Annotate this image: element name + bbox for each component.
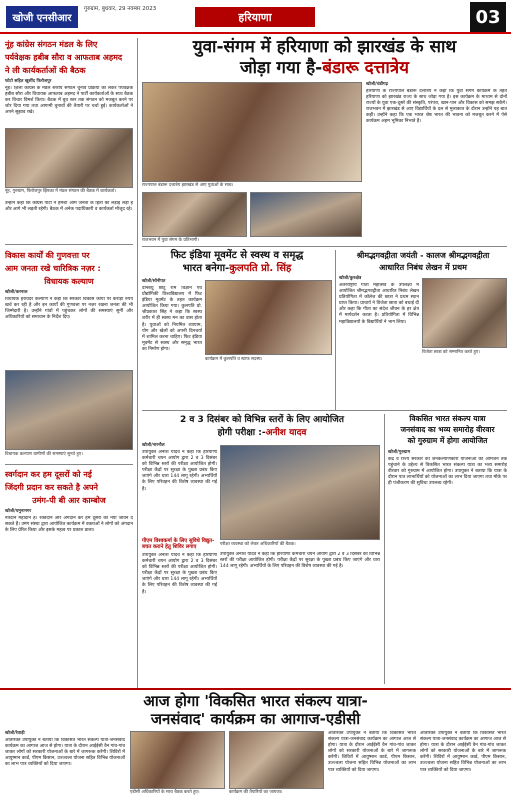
fit-article-body: दीनबंधु छोटू राम विज्ञान एवं प्रौद्योगिकी विश्वविद्यालय में फिट इंडिया मूवमेंट के तहत कार्यक्रम आयोजित किया गया। कुलपति प्रो. श्रीप्रकाश सिंह ने कहा कि स्वस्थ शरीर में ही स्वस्थ मन का वास होता है। युवाओं को नियमित व्यायाम, योग और खेलों को अपनी दिनचर्या में शामिल करना चाहिए। फिट इंडिया मूवमेंट से स्वस्थ और समृद्ध भारत का निर्माण होगा। <box>142 286 202 352</box>
byline-viksit: खोजी/गुरुग्राम <box>388 450 411 455</box>
article-umang-body: नेत्रदान महादान है। रक्तदान और अंगदान कर हम दूसरों को नया जीवन दे सकते हैं। उमंग संस्था द्वारा आयोजित कार्यक्रम में वक्ताओं ने लोगों को अंगदान के लिए प्रेरित किया और इसके महत्व पर प्रकाश डाला। <box>5 516 133 534</box>
kalyan-photo <box>5 370 133 450</box>
lead-article-body: हरियाणा के राज्यपाल बंडारू दत्तात्रेय ने कहा कि युवा संगम कार्यक्रम के तहत हरियाणा को झारखंड राज्य के साथ जोड़ा गया है। इस कार्यक्रम के माध्यम से दोनों राज्यों के युवा एक-दूसरे की संस्कृति, परंपरा, खान-पान और विकास को समझ सकेंगे। राजभवन में झारखंड से आए विद्यार्थियों के दल से मुलाकात के दौरान उन्होंने यह बात कही। उन्होंने कहा कि एक भारत श्रेष्ठ भारत की भावना को मजबूत करने में ऐसे कार्यक्रम अहम भूमिका निभाते हैं। <box>366 89 507 125</box>
fit-india-photo <box>205 280 332 355</box>
exam-headline-2 <box>142 427 382 439</box>
exam-article-body: उपायुक्त अनीश यादव ने कहा कि हरियाणा कर्मचारी चयन आयोग द्वारा 2 व 3 दिसंबर को विभिन्न स्तरों की परीक्षा आयोजित होगी। परीक्षा केंद्रों पर सुरक्षा के पुख्ता प्रबंध किए जाएंगे और धारा 144 लागू रहेगी। अभ्यर्थियों के लिए परिवहन की विशेष व्यवस्था की गई है। <box>142 450 217 492</box>
bottom-photo-2 <box>229 731 324 789</box>
bottom-article-body: अतिरिक्त उपायुक्त ने बताया कि विकसित भारत संकल्प यात्रा-जनसंवाद कार्यक्रम का आगाज आज से होगा। यात्रा के दौरान आईईसी वैन गांव-गांव जाकर लोगों को सरकारी योजनाओं के बारे में जागरूक करेंगी। शिविरों में आयुष्मान कार्ड, पीएम किसान, उज्ज्वला योजना सहित विभिन्न योजनाओं का लाभ पात्र व्यक्तियों को दिया जाएगा। <box>5 738 125 768</box>
lead-headline-1: युवा-संगम में हरियाणा को झारखंड के साथ <box>192 37 457 57</box>
headline-kalyan-2: आम जनता रखे चारित्रिक नज़र : <box>5 264 101 273</box>
viksit-headline-2: जनसंवाद का भव्य समारोह वीरवार <box>400 425 495 434</box>
nuh-meeting-photo <box>5 128 133 188</box>
photo-caption-kalyan: विधायक कल्याण ग्रामीणों की समस्याएं सुनते हुए। <box>5 452 83 457</box>
lead-photo-3 <box>250 192 362 237</box>
lead-photo-caption-2: राजभवन में युवा संगम के प्रतिभागी। <box>142 238 199 243</box>
lead-headline-name: बंडारू दत्तात्रेय <box>322 58 410 78</box>
date-line: गुरुग्राम, बुधवार, 29 नवम्बर 2023 <box>84 6 157 12</box>
lead-photo-governor <box>142 82 362 182</box>
byline-kalyan: खोजी/करनाल <box>5 290 28 295</box>
bottom-photo-caption-1: एडीसी अधिकारियों के साथ बैठक करते हुए। <box>130 790 200 795</box>
section-title: हरियाणा <box>195 7 315 27</box>
fit-headline-name: कुलपति प्रो. सिंह <box>229 263 292 274</box>
gita-article-body: अंतरराष्ट्रीय गीता महोत्सव के उपलक्ष्य में आयोजित श्रीमद्भगवद्गीता आधारित निबंध लेखन प्रतियोगिता में कॉलेज की छात्रा ने प्रथम स्थान प्राप्त किया। प्राचार्य ने विजेता छात्रा को बधाई दी और कहा कि गीता का संदेश जीवन के हर क्षेत्र में मार्गदर्शन करता है। प्रतियोगिता में विभिन्न महाविद्यालयों के विद्यार्थियों ने भाग लिया। <box>339 283 419 325</box>
headline-kalyan-1: विकास कार्यों की गुणवत्ता पर <box>5 251 90 260</box>
fit-headline-2 <box>142 263 332 275</box>
exam-headline-1: 2 व 3 दिसंबर को विभिन्न स्तरों के लिए आयोजित <box>180 415 344 425</box>
newspaper-logo: खोजी एनसीआर <box>6 6 78 28</box>
divider-bottom <box>0 688 511 690</box>
exam-meeting-photo <box>220 445 380 540</box>
column-divider <box>384 414 385 684</box>
viksit-article-body: केंद्र व राज्य सरकार की जनकल्याणकारी योजनाओं को आमजन तक पहुंचाने के उद्देश्य से विकसित भारत संकल्प यात्रा का भव्य समारोह वीरवार को गुरुग्राम में आयोजित होगा। उपायुक्त ने बताया कि यात्रा के दौरान पात्र लाभार्थियों को योजनाओं का लाभ दिया जाएगा तथा मौके पर ही पंजीकरण की सुविधा उपलब्ध रहेगी। <box>388 457 507 487</box>
byline-nuh: फोटो सहित खुर्शीद फिरोजपुर <box>5 79 52 84</box>
headline-nuh-2: पर्यवेक्षक हबीब सौरा व आफताब अहमद <box>5 53 123 62</box>
gita-photo <box>422 278 507 348</box>
fit-headline-1: फिट इंडिया मूवमेंट से स्वस्थ व समृद्ध <box>170 250 304 261</box>
exam-headline-text: होगी परीक्षा :- <box>217 428 266 438</box>
bottom-photo-caption-2: कार्यक्रम की तैयारियों का जायजा। <box>229 790 283 795</box>
exam-headline-name: अनीश यादव <box>265 428 307 438</box>
fit-headline-text: भारत बनेगा- <box>182 263 230 274</box>
divider <box>5 244 133 245</box>
divider <box>5 464 133 465</box>
exam-photo-caption: परीक्षा व्यवस्था को लेकर अधिकारियों की बैठक। <box>220 542 296 547</box>
bottom-headline-2: जनसंवाद' कार्यक्रम का आगाज-एडीसी <box>150 710 361 728</box>
byline-umang: खोजी/यमुनानगर <box>5 509 32 514</box>
headline-umang-3: उमंग-पी बी आर काम्बोज <box>32 496 106 505</box>
headline-kalyan-3: विधायक कल्याण <box>44 277 94 286</box>
lead-photo-2 <box>142 192 247 237</box>
column-divider <box>335 250 336 410</box>
divider <box>142 410 507 411</box>
gita-photo-caption: विजेता छात्रा को सम्मानित करते हुए। <box>422 350 480 355</box>
exam-subheadline: पीएम विश्वकर्मा के लिए सुविधे विद्युत-बचत कराने हेतु शिविर लगाए <box>142 538 215 551</box>
lead-headline-text: जोड़ा गया है- <box>239 58 323 78</box>
byline-gita: खोजी/कुरुक्षेत्र <box>339 276 362 281</box>
article-nuh-body-2: उन्होंने कहा कि कांग्रेस पार्टी ने हमेशा आम जनता के हितों की लड़ाई लड़ी है और आगे भी लड़ती रहेगी। बैठक में अनेक पदाधिकारी व कार्यकर्ता मौजूद रहे। <box>5 201 133 213</box>
article-nuh-body: नूंह। ज़िला कांग्रेस के मंडल स्तरीय संगठन चुनाव प्रक्रिया को लेकर पर्यवेक्षक हबीब सौरा और विधायक आफताब अहमद ने पार्टी कार्यकर्ताओं के साथ बैठक कर विचार विमर्श किया। बैठक में बूथ स्तर तक संगठन को मजबूत करने पर जोर दिया गया तथा आगामी चुनावों की तैयारी पर चर्चा हुई। कार्यकर्ताओं ने अपने सुझाव रखे। <box>5 86 133 116</box>
byline-lead: खोजी/चंडीगढ़ <box>366 82 388 87</box>
bottom-article-body-2: अतिरिक्त उपायुक्त ने बताया कि विकसित भारत संकल्प यात्रा-जनसंवाद कार्यक्रम का आगाज आज से होगा। यात्रा के दौरान आईईसी वैन गांव-गांव जाकर लोगों को सरकारी योजनाओं के बारे में जागरूक करेंगी। शिविरों में आयुष्मान कार्ड, पीएम किसान, उज्ज्वला योजना सहित विभिन्न योजनाओं का लाभ पात्र व्यक्तियों को दिया जाएगा। <box>328 731 416 773</box>
bottom-article-body-3: अतिरिक्त उपायुक्त ने बताया कि विकसित भारत संकल्प यात्रा-जनसंवाद कार्यक्रम का आगाज आज से होगा। यात्रा के दौरान आईईसी वैन गांव-गांव जाकर लोगों को सरकारी योजनाओं के बारे में जागरूक करेंगी। शिविरों में आयुष्मान कार्ड, पीएम किसान, उज्ज्वला योजना सहित विभिन्न योजनाओं का लाभ पात्र व्यक्तियों को दिया जाएगा। <box>420 731 506 773</box>
byline-exam: खोजी/नारनौल <box>142 443 165 448</box>
page-number: 03 <box>470 2 506 32</box>
viksit-headline-1: विकसित भारत संकल्प यात्रा <box>409 414 486 423</box>
gita-headline-1: श्रीमद्भगवद्गीता जयंती - कालज श्रीमद्भगवद्गीता <box>356 251 490 260</box>
bottom-photo-1 <box>130 731 225 789</box>
bottom-headline-1: आज होगा 'विकसित भारत संकल्प यात्रा- <box>143 692 368 710</box>
column-divider <box>137 38 138 688</box>
headline-nuh-3: ने ली कार्यकर्ताओं की बैठक <box>5 66 86 75</box>
exam-article-body-2: उपायुक्त अनीश यादव ने कहा कि हरियाणा कर्मचारी चयन आयोग द्वारा 2 व 3 दिसंबर को विभिन्न स्तरों की परीक्षा आयोजित होगी। परीक्षा केंद्रों पर सुरक्षा के पुख्ता प्रबंध किए जाएंगे और धारा 144 लागू रहेगी। अभ्यर्थियों के लिए परिवहन की विशेष व्यवस्था की गई है। <box>142 553 217 595</box>
headline-umang-1: स्वर्गदान कर हम दूसरों को नई <box>5 470 92 479</box>
photo-caption-nuh: नूंह, गुरुग्राम, फिरोजपुर झिरका में मंडल संगठन की बैठक में कार्यकर्ता। <box>5 189 116 194</box>
byline-fit: खोजी/सोनीपत <box>142 279 166 284</box>
viksit-headline-3: को गुरुग्राम में होगा आयोजित <box>407 436 488 445</box>
lead-headline-2 <box>142 58 507 78</box>
gita-headline-2: आधारित निबंध लेखन में प्रथम <box>379 263 467 272</box>
byline-bottom: खोजी/रेवाड़ी <box>5 731 25 736</box>
article-kalyan-body: विधायक हरविंदर कल्याण ने कहा कि सरकार विकास कार्यों पर करोड़ों रुपये खर्च कर रही है और इन कार्यों की गुणवत्ता पर नज़र रखना जनता की भी जिम्मेदारी है। उन्होंने गांवों में पहुंचकर लोगों की समस्याएं सुनीं और अधिकारियों को समाधान के निर्देश दिए। <box>5 297 133 321</box>
exam-article-body-3: उपायुक्त अनीश यादव ने कहा कि हरियाणा कर्मचारी चयन आयोग द्वारा 2 व 3 दिसंबर को विभिन्न स्तरों की परीक्षा आयोजित होगी। परीक्षा केंद्रों पर सुरक्षा के पुख्ता प्रबंध किए जाएंगे और धारा 144 लागू रहेगी। अभ्यर्थियों के लिए परिवहन की विशेष व्यवस्था की गई है। <box>220 552 380 570</box>
headline-nuh-1: नूंह कांग्रेस संगठन मंडल के लिए <box>5 40 98 49</box>
headline-umang-2: जिंदगी प्रदान कर सकते है अपने <box>5 483 98 492</box>
divider <box>142 246 507 247</box>
fit-photo-caption: कार्यक्रम में कुलपति व स्टाफ सदस्य। <box>205 357 263 362</box>
lead-photo-caption: राज्यपाल बंडारू दत्तात्रेय झारखंड से आए युवाओं के साथ। <box>142 183 234 188</box>
